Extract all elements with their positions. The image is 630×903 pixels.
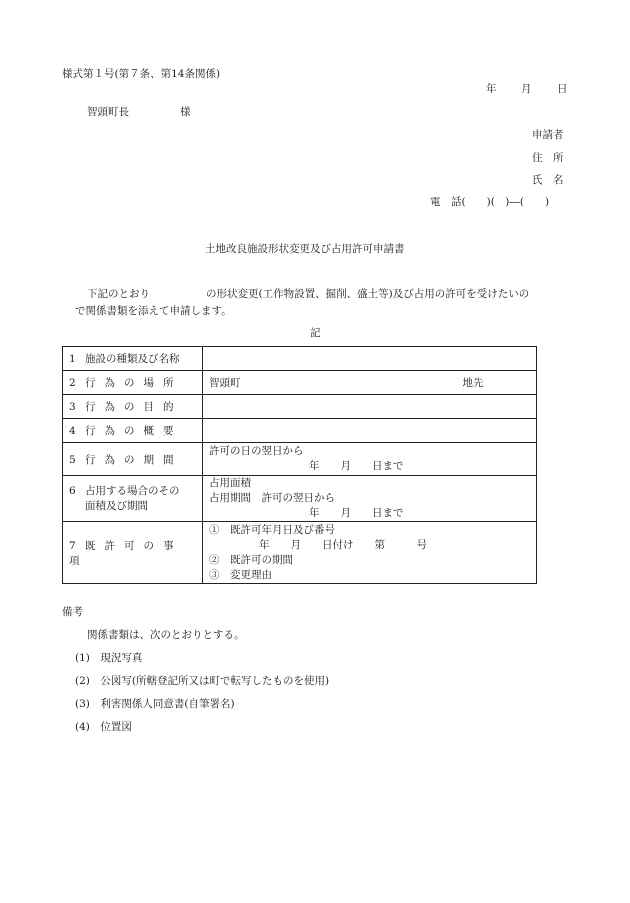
table-row xyxy=(63,395,537,419)
row-label: 1 施設の種類及び名称 xyxy=(63,347,203,371)
notes-heading: 備考 xyxy=(62,606,83,618)
row-label: 4 行為の概要 xyxy=(63,419,203,443)
body-line1-a: 下記のとおり xyxy=(87,288,150,300)
date-year: 年 xyxy=(486,83,497,95)
row-value xyxy=(203,371,537,395)
body-line2: で関係書類を添えて申請します。 xyxy=(75,305,232,317)
row-value xyxy=(203,395,537,419)
row-label: 6 占用する場合のその 面積及び期間 xyxy=(63,476,203,522)
applicant-label: 申請者 xyxy=(532,129,564,141)
document-title: 土地改良施設形状変更及び占用許可申請書 xyxy=(205,243,405,255)
addressee-name: 智頭町長 xyxy=(87,106,129,118)
row-value: 占用面積 占用期間 許可の翌日から 年 月 日まで xyxy=(203,476,537,522)
form-number: 様式第１号(第７条、第14条関係) xyxy=(62,68,221,80)
addressee-honorific: 様 xyxy=(180,106,191,118)
ki-heading: 記 xyxy=(310,327,321,339)
applicant-address: 住 所 xyxy=(532,152,564,164)
row-label: 5 行為の期間 xyxy=(63,443,203,476)
row-label: 7 既許可の事項 xyxy=(63,522,203,584)
body-line1-b: の形状変更(工作物設置、掘削、盛土等)及び占用の許可を受けたいの xyxy=(206,288,530,300)
table-row xyxy=(63,419,537,443)
row-label: 3 行為の目的 xyxy=(63,395,203,419)
row-value: 許可の日の翌日から 年 月 日まで xyxy=(203,443,537,476)
list-item: (3) 利害関係人同意書(自筆署名) xyxy=(75,698,235,710)
list-item: (2) 公図写(所轄登記所又は町で転写したものを使用) xyxy=(75,675,330,687)
date-month: 月 xyxy=(521,83,532,95)
table-row xyxy=(63,476,537,522)
applicant-phone: 電 話( )( )―( ) xyxy=(430,196,550,208)
list-item: (4) 位置図 xyxy=(75,721,132,733)
row-label: 2 行為の場所 xyxy=(63,371,203,395)
row-value: ① 既許可年月日及び番号 年 月 日付け 第 号 ② 既許可の期間 ③ 変更理由 xyxy=(203,522,537,584)
date-day: 日 xyxy=(557,83,568,95)
table-row xyxy=(63,522,537,584)
application-table xyxy=(62,346,537,584)
table-row xyxy=(63,347,537,371)
row-value xyxy=(203,347,537,371)
location-suffix: 地先 xyxy=(462,377,484,389)
list-item: (1) 現況写真 xyxy=(75,652,143,664)
location-town: 智頭町 xyxy=(209,377,241,389)
table-row xyxy=(63,371,537,395)
table-row xyxy=(63,443,537,476)
notes-intro: 関係書類は、次のとおりとする。 xyxy=(87,629,245,641)
row-value xyxy=(203,419,537,443)
applicant-name: 氏 名 xyxy=(532,174,564,186)
